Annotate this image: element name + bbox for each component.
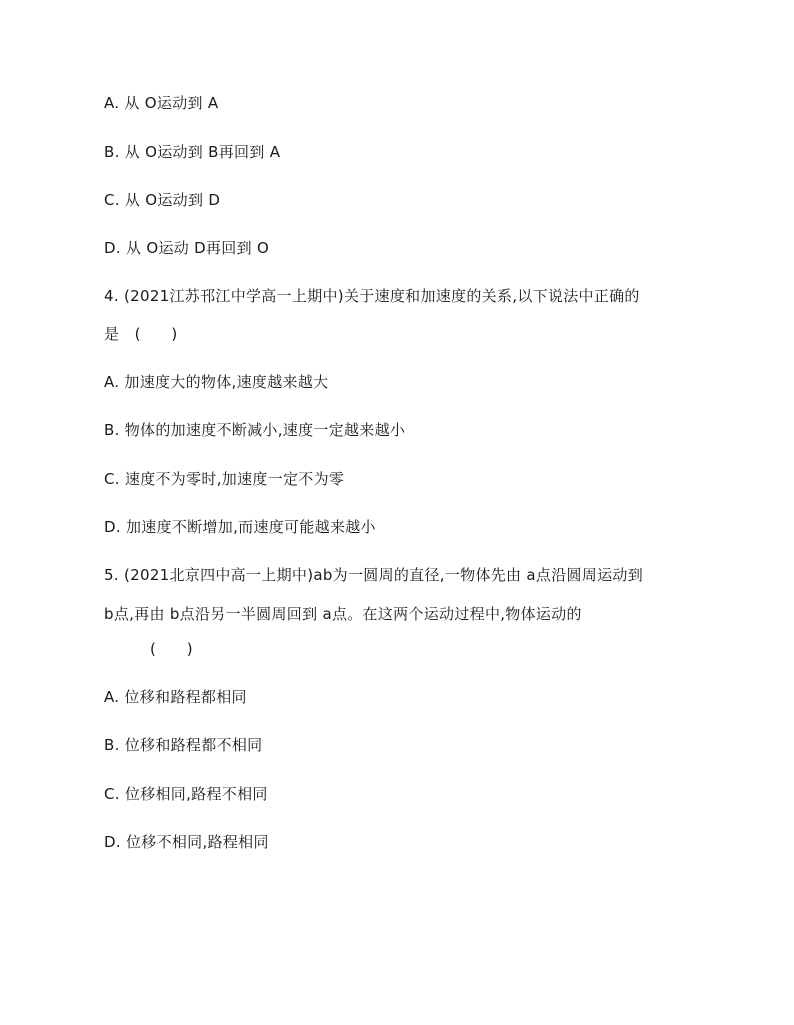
q5-option-c: C. 位移相同,路程不相同 <box>104 785 268 803</box>
q4-option-c: C. 速度不为零时,加速度一定不为零 <box>104 470 345 488</box>
q4-stem-line-2: 是 ( ) <box>104 325 178 343</box>
q3-option-c: C. 从 O运动到 D <box>104 191 221 209</box>
q5-option-b: B. 位移和路程都不相同 <box>104 736 263 754</box>
q5-option-d: D. 位移不相同,路程相同 <box>104 833 269 851</box>
q5-answer-blank: ( ) <box>150 640 193 658</box>
q4-stem-line-1: 4. (2021江苏邗江中学高一上期中)关于速度和加速度的关系,以下说法中正确的 <box>104 287 640 305</box>
q5-stem-line-1: 5. (2021北京四中高一上期中)ab为一圆周的直径,一物体先由 a点沿圆周运动到 <box>104 566 644 584</box>
q3-option-d: D. 从 O运动 D再回到 O <box>104 239 270 257</box>
q5-option-a: A. 位移和路程都相同 <box>104 688 247 706</box>
q3-option-b: B. 从 O运动到 B再回到 A <box>104 143 281 161</box>
q5-stem-line-2: b点,再由 b点沿另一半圆周回到 a点。在这两个运动过程中,物体运动的 <box>104 605 582 623</box>
q4-option-d: D. 加速度不断增加,而速度可能越来越小 <box>104 518 376 536</box>
q4-option-a: A. 加速度大的物体,速度越来越大 <box>104 373 329 391</box>
q3-option-a: A. 从 O运动到 A <box>104 94 219 112</box>
q4-option-b: B. 物体的加速度不断减小,速度一定越来越小 <box>104 421 406 439</box>
